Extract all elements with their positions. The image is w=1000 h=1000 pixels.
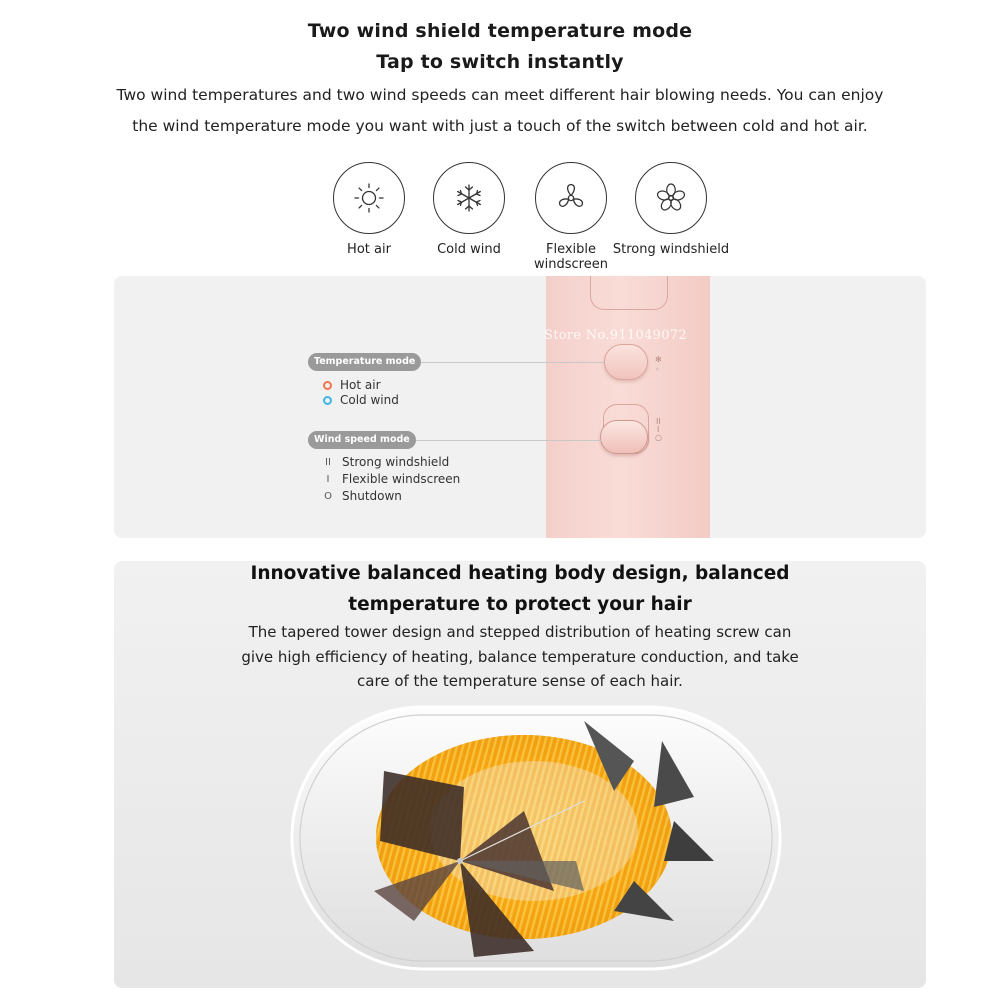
heating-panel — [114, 561, 926, 988]
mode-label: Hot air — [347, 242, 391, 257]
off-symbol-icon: O — [324, 490, 332, 502]
wind-speed-leader-line — [412, 440, 602, 441]
mode-icons-row — [0, 162, 1000, 272]
section-description-line-2: the wind temperature mode you want with just a touch of the switch between cold and hot air. — [132, 117, 868, 135]
speed-mark-off-icon: ○ — [655, 433, 662, 442]
fan-five-blade-icon — [635, 162, 707, 234]
temperature-mode-pill: Temperature mode — [308, 353, 421, 371]
controls-panel — [114, 276, 926, 538]
wind-speed-option-strong — [323, 455, 449, 469]
dryer-vent — [590, 276, 668, 310]
strong-symbol-icon: II — [325, 456, 331, 468]
heating-element-illustration — [114, 561, 926, 988]
speed-mark-flexible-icon: I — [657, 425, 660, 434]
wind-speed-option-flexible — [323, 472, 460, 486]
cold-dot-icon — [323, 396, 332, 405]
heating-title-line-2: temperature to protect your hair — [348, 594, 692, 615]
section-subtitle: Tap to switch instantly — [376, 51, 624, 73]
option-label: Shutdown — [342, 489, 402, 503]
temperature-switch[interactable] — [604, 344, 648, 380]
wind-speed-mode-pill: Wind speed mode — [308, 431, 416, 449]
flexible-symbol-icon: I — [326, 473, 330, 485]
temperature-leader-line — [414, 362, 604, 363]
mode-label-line-2: windscreen — [534, 257, 608, 272]
store-watermark: Store No.911049072 — [544, 328, 687, 343]
option-label: Strong windshield — [342, 455, 450, 469]
wind-speed-option-shutdown — [323, 489, 402, 503]
speed-mark-strong-icon: II — [656, 417, 661, 426]
temperature-option-hot — [323, 378, 381, 392]
wind-speed-switch[interactable] — [600, 420, 648, 454]
mode-strong-windshield — [606, 162, 736, 257]
sun-icon — [333, 162, 405, 234]
option-label: Hot air — [340, 378, 381, 392]
heating-description-line-3: care of the temperature sense of each hair. — [357, 672, 683, 690]
section-description-line-1: Two wind temperatures and two wind speeds can meet different hair blowing needs. You can enjoy — [116, 86, 884, 104]
snowflake-mark-icon: ✻ — [655, 355, 662, 364]
heating-title-line-1: Innovative balanced heating body design, balanced — [250, 563, 790, 584]
snowflake-icon — [433, 162, 505, 234]
section-title: Two wind shield temperature mode — [307, 20, 693, 42]
mode-label: Cold wind — [437, 242, 501, 257]
mode-label-line-1: Flexible — [545, 242, 597, 257]
fan-three-blade-icon — [535, 162, 607, 234]
option-label: Cold wind — [340, 393, 399, 407]
hot-dot-icon — [323, 381, 332, 390]
heating-description-line-1: The tapered tower design and stepped distribution of heating screw can — [248, 623, 792, 641]
heating-description-line-2: give high efficiency of heating, balance temperature conduction, and take — [241, 648, 799, 666]
sun-mark-icon: ◦ — [655, 365, 660, 374]
temperature-option-cold — [323, 393, 399, 407]
option-label: Flexible windscreen — [342, 472, 461, 486]
hair-dryer-handle — [546, 276, 710, 538]
mode-label: Strong windshield — [612, 242, 730, 257]
